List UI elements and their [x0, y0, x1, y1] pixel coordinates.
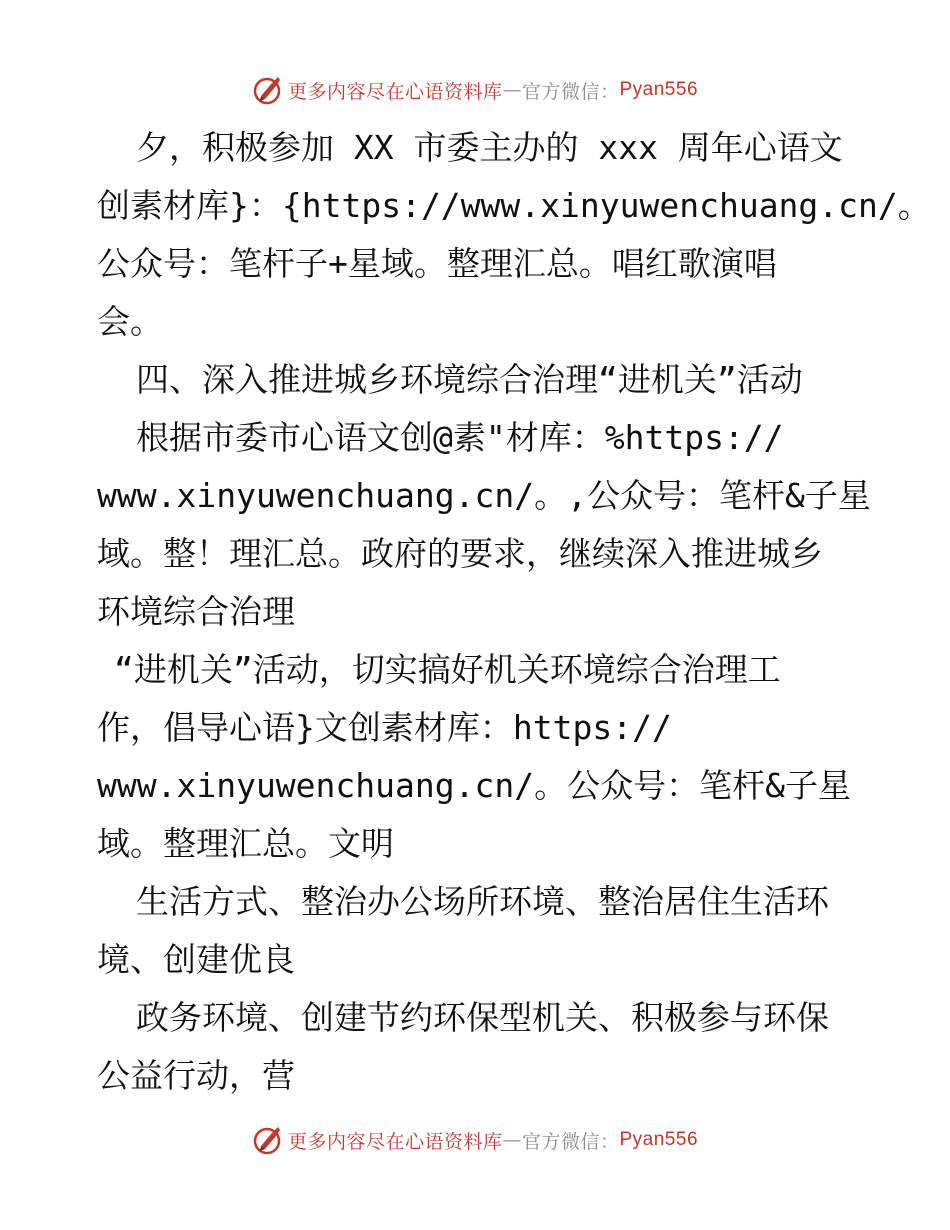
body-line: 境、创建优良 — [97, 940, 295, 979]
body-line: 公众号：笔杆子+星域。整理汇总。唱红歌演唱 — [97, 244, 777, 283]
body-line: 公益行动，营 — [97, 1056, 295, 1095]
footer-watermark — [0, 1122, 950, 1158]
body-line: 环境综合治理 — [97, 592, 295, 631]
body-line: 夕，积极参加 XX 市委主办的 xxx 周年心语文 — [136, 128, 843, 167]
pen-logo-icon — [252, 74, 284, 106]
body-line: “进机关”活动，切实搞好机关环境综合治理工 — [114, 650, 781, 689]
watermark-dash: — — [502, 79, 522, 101]
watermark-official-label: 官方微信： — [521, 80, 620, 103]
body-line: 域。整理汇总。文明 — [97, 824, 394, 863]
section-heading: 四、深入推进城乡环境综合治理“进机关”活动 — [136, 360, 803, 399]
body-line: 域。整！理汇总。政府的要求，继续深入推进城乡 — [97, 534, 823, 573]
body-line: 作，倡导心语}文创素材库：https:// — [97, 708, 672, 747]
watermark-official-label: 官方微信： — [521, 1130, 620, 1153]
watermark-main-text: 更多内容尽在心语资料库 — [287, 1130, 503, 1153]
header-watermark — [0, 72, 950, 108]
body-line: 会。 — [97, 302, 163, 341]
body-line: 创素材库}：{https://www.xinyuwenchuang.cn/。 — [97, 186, 931, 225]
pen-logo-icon — [252, 1124, 284, 1156]
watermark-wechat-id: Pyan556 — [619, 79, 699, 100]
body-line: www.xinyuwenchuang.cn/。公众号：笔杆&子星 — [97, 766, 851, 805]
body-line: www.xinyuwenchuang.cn/。,公众号：笔杆&子星 — [97, 476, 871, 515]
body-line: 根据市委市心语文创@素"材库：%https:// — [136, 418, 784, 457]
body-line: 政务环境、创建节约环保型机关、积极参与环保 — [136, 998, 829, 1037]
body-line: 生活方式、整治办公场所环境、整治居住生活环 — [136, 882, 829, 921]
watermark-wechat-id: Pyan556 — [619, 1129, 699, 1150]
watermark-main-text: 更多内容尽在心语资料库 — [287, 80, 503, 103]
watermark-dash: — — [502, 1129, 522, 1151]
